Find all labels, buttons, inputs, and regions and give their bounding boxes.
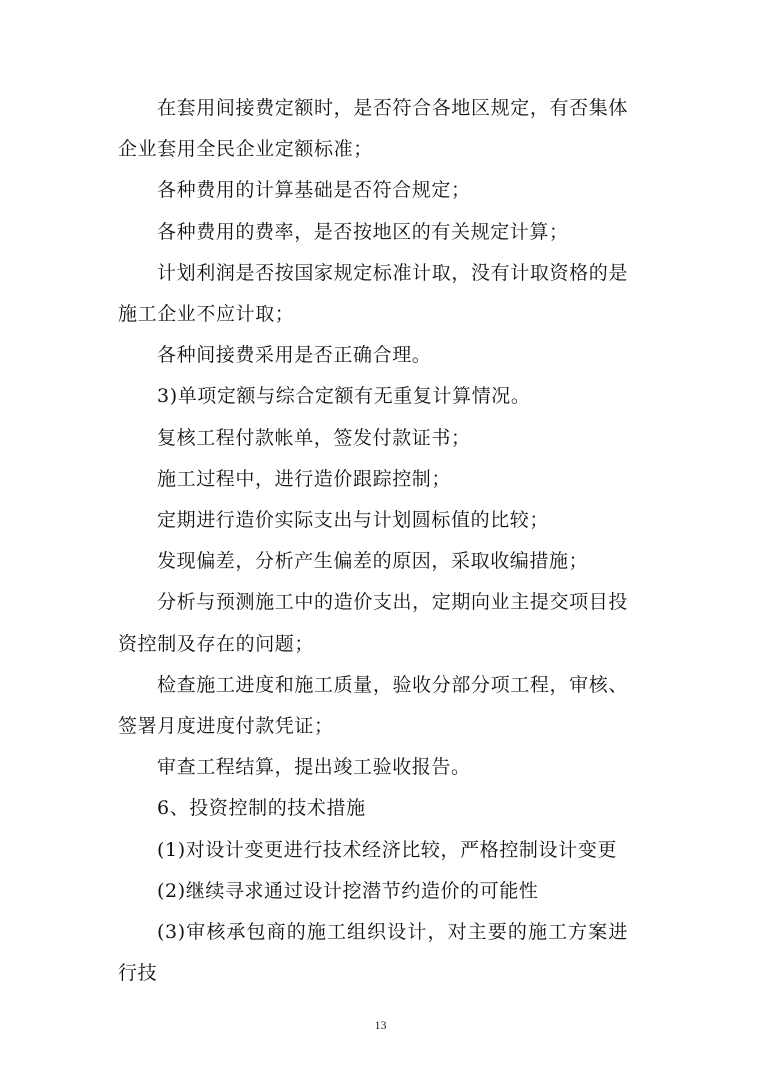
section-heading-technical-measures: 6、投资控制的技术措施 xyxy=(157,797,366,820)
paragraph-deviation-analysis: 发现偏差，分析产生偏差的原因，采取收编措施； xyxy=(157,550,589,573)
paragraph-forecast-report: 分析与预测施工中的造价支出，定期向业主提交项目投资控制及存在的问题； xyxy=(118,591,628,655)
list-item-design-savings: (2)继续寻求通过设计挖潜节约造价的可能性 xyxy=(157,879,539,902)
paragraph-payment-review: 复核工程付款帐单，签发付款证书； xyxy=(157,426,471,449)
paragraph-progress-quality: 检查施工进度和施工质量，验收分部分项工程，审核、签署月度进度付款凭证； xyxy=(118,673,628,738)
document-body xyxy=(118,88,628,994)
paragraph-overhead-quota: 在套用间接费定额时，是否符合各地区规定，有否集体企业套用全民企业定额标准； xyxy=(118,97,628,161)
paragraph-settlement-review: 审查工程结算，提出竣工验收报告。 xyxy=(157,756,471,779)
page-number: 13 xyxy=(374,1018,387,1032)
paragraph-duplicate-quota: 3)单项定额与综合定额有无重复计算情况。 xyxy=(157,385,531,408)
paragraph-indirect-costs: 各种间接费采用是否正确合理。 xyxy=(157,344,432,367)
paragraph-cost-tracking: 施工过程中，进行造价跟踪控制； xyxy=(157,467,452,490)
paragraph-fee-rates: 各种费用的费率，是否按地区的有关规定计算； xyxy=(157,220,569,243)
paragraph-calculation-basis: 各种费用的计算基础是否符合规定； xyxy=(157,179,471,202)
paragraph-periodic-comparison: 定期进行造价实际支出与计划圆标值的比较； xyxy=(157,509,550,532)
list-item-construction-plan: (3)审核承包商的施工组织设计，对主要的施工方案进行技 xyxy=(118,921,628,985)
list-item-design-change: (1)对设计变更进行技术经济比较，严格控制设计变更 xyxy=(157,838,617,861)
paragraph-planned-profit: 计划利润是否按国家规定标准计取，没有计取资格的是施工企业不应计取； xyxy=(118,261,628,326)
